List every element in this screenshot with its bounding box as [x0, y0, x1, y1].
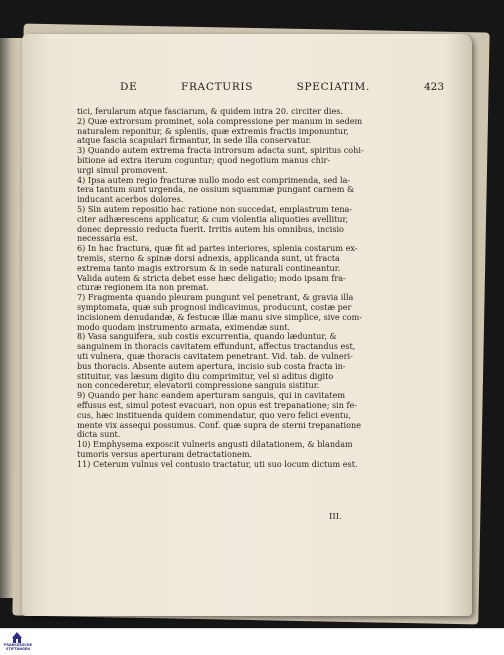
- text-line: mente vix assequi possumus. Conf. quæ supra de sterni trepanatione: [77, 420, 362, 430]
- catchword: III.: [329, 512, 342, 522]
- text-line: bus thoracis. Absente autem apertura, incisio sub costa fracta in-: [77, 361, 346, 371]
- text-line: 9) Quando per hanc eandem aperturam sanguis, qui in cavitatem: [77, 391, 345, 401]
- text-line: 11) Ceterum vulnus vel contusio tractatur, uti suo locum dictum est.: [77, 459, 358, 469]
- text-line: symptomata, quæ sub prognosi indicavimus, producunt, costæ per: [77, 302, 352, 312]
- text-line: 7) Fragmenta quando pleuram pungunt vel penetrant, & gravia illa: [77, 293, 354, 303]
- text-line: 8) Vasa sanguifera, sub costis excurrentia, quando læduntur, &: [77, 332, 337, 342]
- text-line: tremis, sterno & spinæ dorsi adnexis, applicanda sunt, ut fracta: [77, 253, 340, 263]
- text-line: naturalem reponitur, & spleniis, quæ extremis fractis imponuntur,: [77, 126, 349, 136]
- text-line: 3) Quando autem extrema fracta introrsum adacta sunt, spiritus cohi-: [77, 146, 364, 156]
- text-line: donec depressio reducta fuerit. Irritis autem his omnibus, incisio: [77, 224, 344, 234]
- text-line: sanguinem in thoracis cavitatem effundunt, affectus tractandus est,: [77, 342, 356, 352]
- text-line: urgi simul promovent.: [77, 165, 169, 175]
- text-line: dicta sunt.: [77, 430, 121, 440]
- text-line: tera tantum sunt urgenda, ne ossium squammæ pungant carnem &: [77, 185, 355, 195]
- text-line: modo quodam instrumento armata, eximendæ sunt.: [77, 322, 291, 332]
- institution-logo-text: FRANCKESCHE STIFTUNGEN: [4, 643, 32, 651]
- text-line: uti vulnera, quæ thoracis cavitatem penetrant. Vid. tab. de vulneri-: [77, 351, 353, 361]
- text-line: 5) Sin autem repositio hac ratione non succedat, emplastrum tena-: [77, 204, 353, 214]
- text-line: effusus est, simul potest evacuari, non opus est trepanatione; sin fe-: [77, 400, 358, 410]
- text-line: Valida autem & stricta debet esse hæc deligatio; modo ipsam fra-: [77, 273, 346, 283]
- text-line: bitione ad extra iterum coguntur; quod negotium manus chir-: [77, 155, 331, 165]
- text-line: cus, hæc instituenda quidem commendatur, quo vero felici eventu,: [77, 410, 351, 420]
- text-line: necessaria est.: [77, 234, 139, 244]
- text-line: inducant acerbos dolores.: [77, 195, 184, 205]
- text-line: tici, ferularum atque fasciarum, & quidem intra 20. circiter dies.: [77, 107, 344, 116]
- text-line: atque fascia scapulari firmantur, in sede illa conservatur.: [77, 136, 312, 146]
- text-line: tumoris versus aperturam detractationem.: [77, 449, 253, 459]
- text-line: incisionem denudandæ, & festucæ illæ manu sive simplice, sive com-: [77, 312, 363, 322]
- text-line: cturæ regionem ita non premat.: [77, 283, 209, 293]
- text-line: stituitur, vas læsum digito diu comprimitur, vel si aditus digito: [77, 371, 334, 381]
- text-line: non concederetur, elevatorii compressione sanguis sistitur.: [77, 381, 320, 391]
- text-line: 2) Quæ extrorsum prominet, sola compressione per manum in sedem: [77, 116, 363, 126]
- running-header: [120, 80, 370, 94]
- text-line: 6) In hac fractura, quæ fit ad partes interiores, splenia costarum ex-: [77, 244, 358, 254]
- text-line: extrema tanto magis extrorsum & in sede naturali contineantur.: [77, 263, 341, 273]
- page-number: 423: [424, 81, 445, 93]
- text-line: 4) Ipsa autem regio fracturæ nullo modo est comprimenda, sed la-: [77, 175, 351, 185]
- header-text: DE FRACTURIS SPECIATIM.: [120, 81, 370, 93]
- body-text: [77, 107, 389, 469]
- viewer-footer: [0, 628, 504, 655]
- text-line: 10) Emphysema exposcit vulneris angusti dilatationem, & blandam: [77, 440, 353, 450]
- text-line: citer adhærescens applicatur, & cum violentia aliquoties avellitur,: [77, 214, 349, 224]
